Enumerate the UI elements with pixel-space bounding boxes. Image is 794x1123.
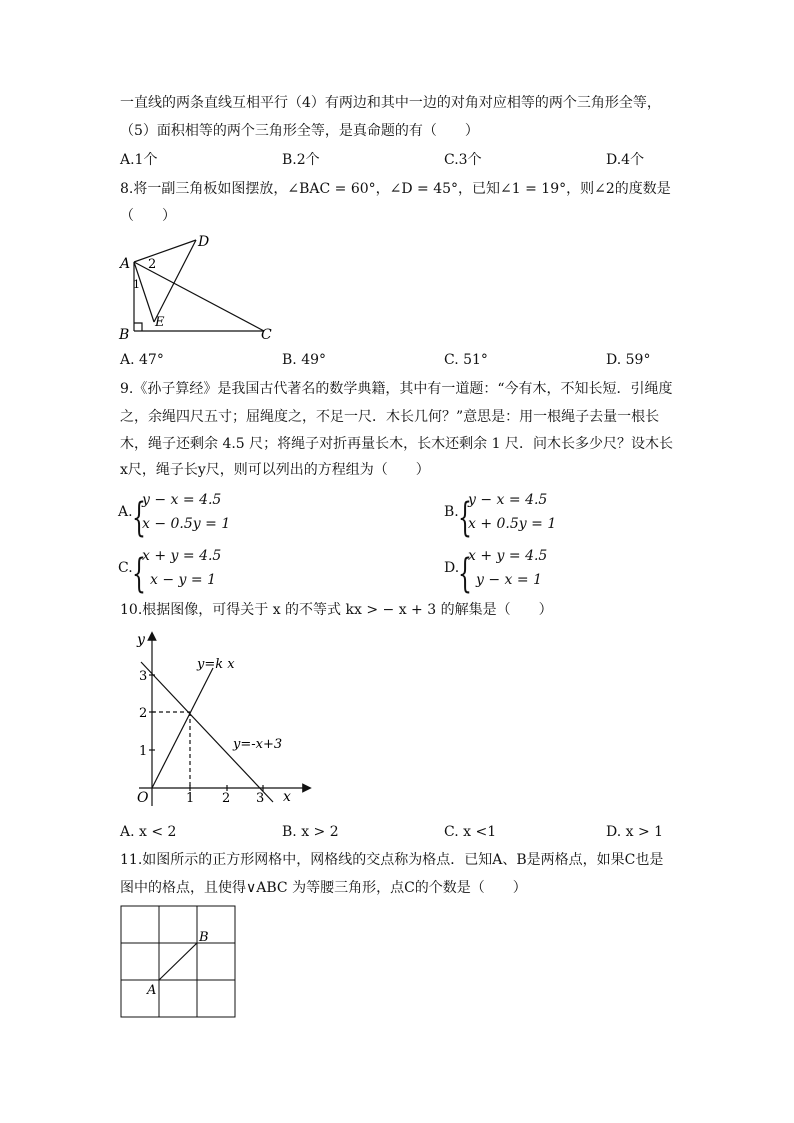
line-label-neg-x: y=-x+3 [233,737,283,752]
q7-line2: （5）面积相等的两个三角形全等，是真命题的有（ ） [120,123,479,139]
q9-line4: x尺，绳子长y尺，则可以列出的方程组为（ ） [120,462,430,478]
q8-line2: （ ） [120,208,176,224]
q9-line1: 9.《孙子算经》是我国古代著名的数学典籍，其中有一道题：“今有木，不知长短．引绳度 [120,381,673,397]
label-angle-2: 2 [148,257,157,272]
x-tick-label-3: 3 [256,791,265,806]
brace-icon: { [458,495,472,541]
q10-option-a: A. x < 2 [120,824,177,840]
q9-option-c-eq2: x − y = 1 [150,572,216,588]
q9-option-d-eq1: x + y = 4.5 [468,548,548,564]
q10-line1: 10.根据图像，可得关于 x 的不等式 kx > − x + 3 的解集是（ ） [120,602,553,618]
label-d: D [198,234,210,250]
q10-option-c: C. x <1 [444,824,497,840]
q8-option-c: C. 51° [444,352,488,368]
q10-option-d: D. x > 1 [606,824,664,840]
q8-triangle-figure [112,228,282,346]
label-b: B [199,930,209,945]
q11-line1: 11.如图所示的正方形网格中，网格线的交点称为格点．已知A、B是两格点，如果C也是 [120,852,664,868]
label-a: A [147,983,157,998]
q7-line1: 一直线的两条直线互相平行（4）有两边和其中一边的对角对应相等的两个三角形全等， [120,95,661,111]
line-label-kx: y=k x [197,657,235,672]
q10-function-graph [115,628,315,813]
label-angle-1: 1 [133,278,140,291]
right-angle-mark [134,323,142,331]
q11-grid-figure [118,903,240,1021]
q9-line3: 木，绳子还剩余 4.5 尺；将绳子对折再量长木，长木还剩余 1 尺．问木长多少尺？设木长 [120,436,673,452]
brace-icon: { [458,551,472,597]
x-tick-label-2: 2 [222,791,231,806]
label-c: C [261,327,272,343]
q9-line2: 之，余绳四尺五寸；屈绳度之，不足一尺．木长几何？”意思是：用一根绳子去量一根长 [120,409,660,425]
q8-option-b: B. 49° [282,352,327,368]
q9-option-b-eq2: x + 0.5y = 1 [468,516,557,532]
x-tick-label-1: 1 [186,791,195,806]
q9-option-b-label: B. [444,504,459,520]
q8-option-a: A. 47° [120,352,164,368]
q9-option-a-label: A. [118,504,133,520]
q9-option-b-eq1: y − x = 4.5 [468,492,548,508]
label-a: A [120,256,131,272]
y-tick-label-3: 3 [139,669,148,684]
q9-option-c-label: C. [118,560,133,576]
q9-option-c-eq1: x + y = 4.5 [142,548,222,564]
q7-option-a: A.1个 [120,152,158,168]
x-axis-label: x [283,789,291,805]
q9-option-d-label: D. [444,560,460,576]
label-b: B [119,327,130,343]
q9-option-a-eq1: y − x = 4.5 [142,492,222,508]
y-tick-label-1: 1 [139,744,148,759]
brace-icon: { [132,551,146,597]
label-e: E [155,315,165,330]
q7-option-d: D.4个 [606,152,645,168]
line-y-neg-x-plus-3 [141,662,273,802]
y-axis-label: y [137,632,145,648]
q8-line1: 8.将一副三角板如图摆放，∠BAC = 60°，∠D = 45°，已知∠1 = 19°，则∠2的度数是 [120,181,671,197]
y-tick-label-2: 2 [139,706,148,721]
q9-option-d-eq2: y − x = 1 [476,572,542,588]
origin-label: O [137,790,149,806]
q11-line2: 图中的格点，且使得∨ABC 为等腰三角形，点C的个数是（ ） [120,880,527,896]
q9-option-a-eq2: x − 0.5y = 1 [142,516,231,532]
q10-option-b: B. x > 2 [282,824,339,840]
brace-icon: { [132,495,146,541]
q7-option-b: B.2个 [282,152,320,168]
q7-option-c: C.3个 [444,152,482,168]
segment-ab [159,943,197,980]
q8-option-d: D. 59° [606,352,651,368]
